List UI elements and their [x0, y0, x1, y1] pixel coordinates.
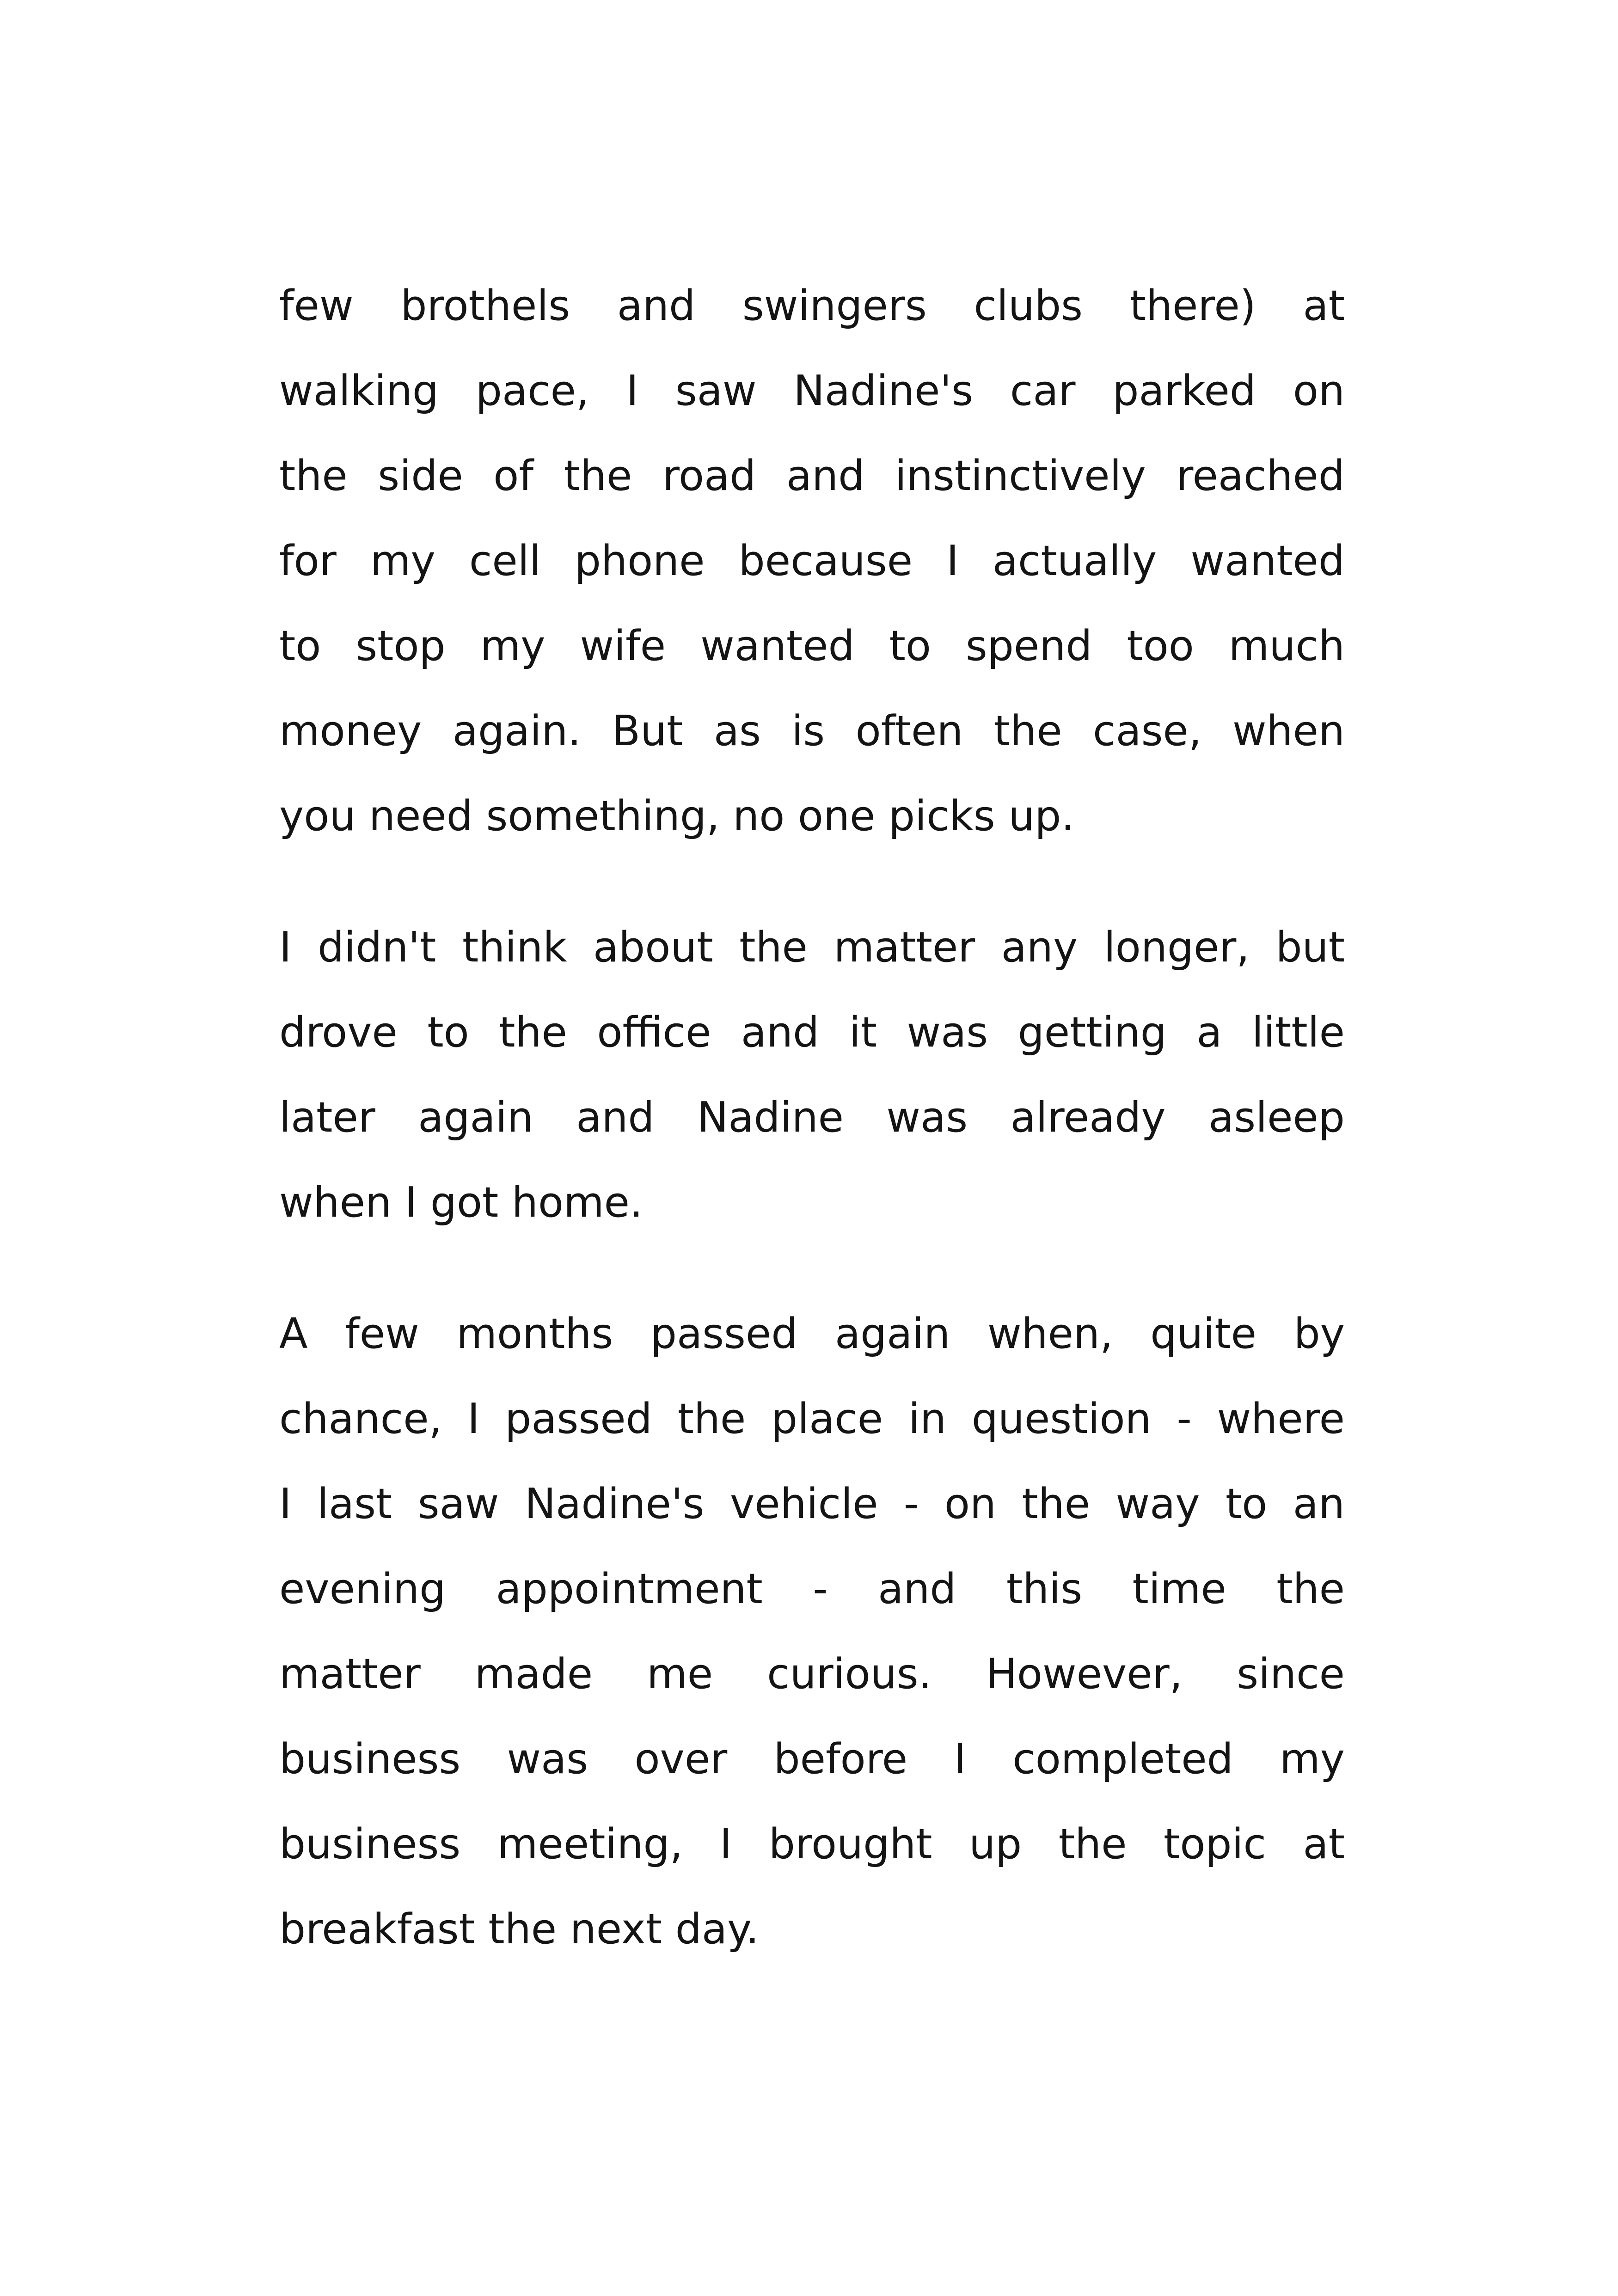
text-line: you need something, no one picks up.	[279, 792, 1075, 840]
paragraph-3	[279, 1292, 1345, 1972]
paragraph-2	[279, 905, 1345, 1245]
text-line: business meeting, I brought up the topic at	[279, 1820, 1345, 1868]
text-line: later again and Nadine was already asleep	[279, 1093, 1345, 1142]
text-line: matter made me curious. However, since	[279, 1650, 1345, 1698]
text-line: to stop my wife wanted to spend too much	[279, 622, 1345, 670]
text-line: drove to the office and it was getting a little	[279, 1008, 1345, 1057]
text-line: for my cell phone because I actually wanted	[279, 537, 1345, 585]
text-line: business was over before I completed my	[279, 1735, 1345, 1783]
text-line: walking pace, I saw Nadine's car parked on	[279, 367, 1345, 415]
text-line: the side of the road and instinctively reached	[279, 452, 1345, 500]
body-text	[279, 263, 1345, 1972]
text-line: evening appointment - and this time the	[279, 1565, 1345, 1613]
text-line: few brothels and swingers clubs there) at	[279, 282, 1345, 330]
text-line: money again. But as is often the case, when	[279, 707, 1345, 755]
text-line: A few months passed again when, quite by	[279, 1310, 1345, 1358]
text-line: breakfast the next day.	[279, 1905, 760, 1953]
paragraph-1	[279, 263, 1345, 859]
text-line: I didn't think about the matter any longer, but	[279, 923, 1345, 972]
text-line: when I got home.	[279, 1178, 643, 1227]
text-line: I last saw Nadine's vehicle - on the way to an	[279, 1480, 1345, 1528]
text-line: chance, I passed the place in question - where	[279, 1395, 1345, 1443]
